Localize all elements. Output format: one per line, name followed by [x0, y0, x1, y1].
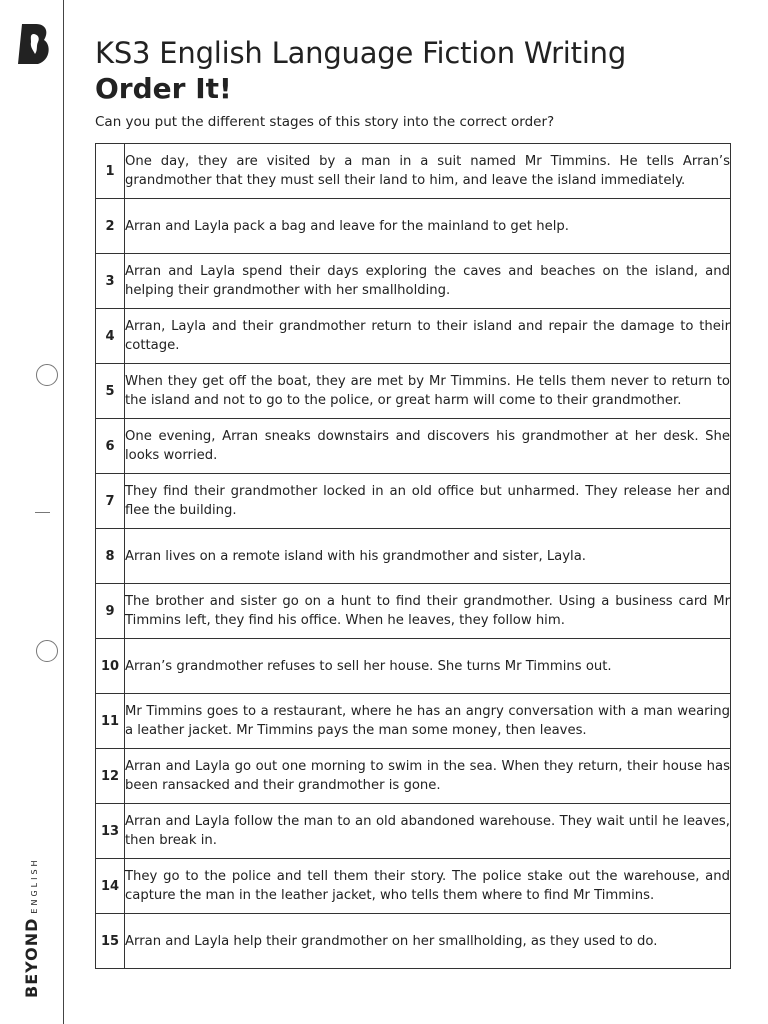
row-number: 10: [96, 639, 125, 694]
table-row: [96, 749, 731, 804]
table-row: [96, 199, 731, 254]
table-row: [96, 859, 731, 914]
table-row: [96, 364, 731, 419]
row-text: Arran lives on a remote island with his grandmother and sister, Layla.: [125, 529, 731, 584]
page-title: KS3 English Language Fiction Writing: [95, 36, 627, 70]
punch-hole-top: [36, 364, 58, 386]
brand-name: BEYOND: [22, 917, 41, 998]
row-text: Arran and Layla help their grandmother on her smallholding, as they used to do.: [125, 914, 731, 969]
row-number: 15: [96, 914, 125, 969]
table-row: [96, 419, 731, 474]
row-number: 14: [96, 859, 125, 914]
row-text: The brother and sister go on a hunt to find their grandmother. Using a business card Mr Timmins left, they find his office. When he leaves, they follow him.: [125, 584, 731, 639]
row-text: When they get off the boat, they are met by Mr Timmins. He tells them never to return to the island and not to go to the police, or great harm will come to their grandmother.: [125, 364, 731, 419]
row-text: One day, they are visited by a man in a suit named Mr Timmins. He tells Arran’s grandmother that they must sell their land to him, and leave the island immediately.: [125, 144, 731, 199]
brand-wordmark: [22, 857, 41, 998]
row-text: They find their grandmother locked in an old office but unharmed. They release her and flee the building.: [125, 474, 731, 529]
row-number: 2: [96, 199, 125, 254]
row-text: Arran and Layla go out one morning to swim in the sea. When they return, their house has been ransacked and their grandmother is gone.: [125, 749, 731, 804]
row-text: Arran and Layla follow the man to an old abandoned warehouse. They wait until he leaves, then break in.: [125, 804, 731, 859]
table-row: [96, 694, 731, 749]
row-number: 13: [96, 804, 125, 859]
row-number: 6: [96, 419, 125, 474]
row-number: 8: [96, 529, 125, 584]
page-subtitle: Order It!: [95, 72, 232, 105]
table-row: [96, 639, 731, 694]
table-row: [96, 529, 731, 584]
table-row: [96, 804, 731, 859]
row-number: 7: [96, 474, 125, 529]
row-number: 4: [96, 309, 125, 364]
row-text: One evening, Arran sneaks downstairs and discovers his grandmother at her desk. She looks worried.: [125, 419, 731, 474]
story-order-table: [95, 143, 731, 969]
fold-mark: [35, 512, 50, 513]
row-number: 9: [96, 584, 125, 639]
punch-hole-bottom: [36, 640, 58, 662]
table-row: [96, 144, 731, 199]
instructions: Can you put the different stages of this story into the correct order?: [95, 114, 555, 130]
row-text: They go to the police and tell them their story. The police stake out the warehouse, and capture the man in the leather jacket, who tells them where to find Mr Timmins.: [125, 859, 731, 914]
row-text: Mr Timmins goes to a restaurant, where he has an angry conversation with a man wearing a leather jacket. Mr Timmins pays the man some money, then leaves.: [125, 694, 731, 749]
table-row: [96, 254, 731, 309]
row-number: 3: [96, 254, 125, 309]
row-text: Arran and Layla pack a bag and leave for the mainland to get help.: [125, 199, 731, 254]
table-row: [96, 309, 731, 364]
row-text: Arran and Layla spend their days exploring the caves and beaches on the island, and helping their grandmother with her smallholding.: [125, 254, 731, 309]
row-number: 1: [96, 144, 125, 199]
row-text: Arran, Layla and their grandmother return to their island and repair the damage to their cottage.: [125, 309, 731, 364]
table-row: [96, 584, 731, 639]
row-number: 11: [96, 694, 125, 749]
table-row: [96, 914, 731, 969]
margin-line: [63, 0, 64, 1024]
row-number: 12: [96, 749, 125, 804]
row-text: Arran’s grandmother refuses to sell her house. She turns Mr Timmins out.: [125, 639, 731, 694]
table-row: [96, 474, 731, 529]
beyond-b-logo-icon: [16, 22, 52, 66]
brand-tagline: ENGLISH: [30, 857, 39, 914]
row-number: 5: [96, 364, 125, 419]
